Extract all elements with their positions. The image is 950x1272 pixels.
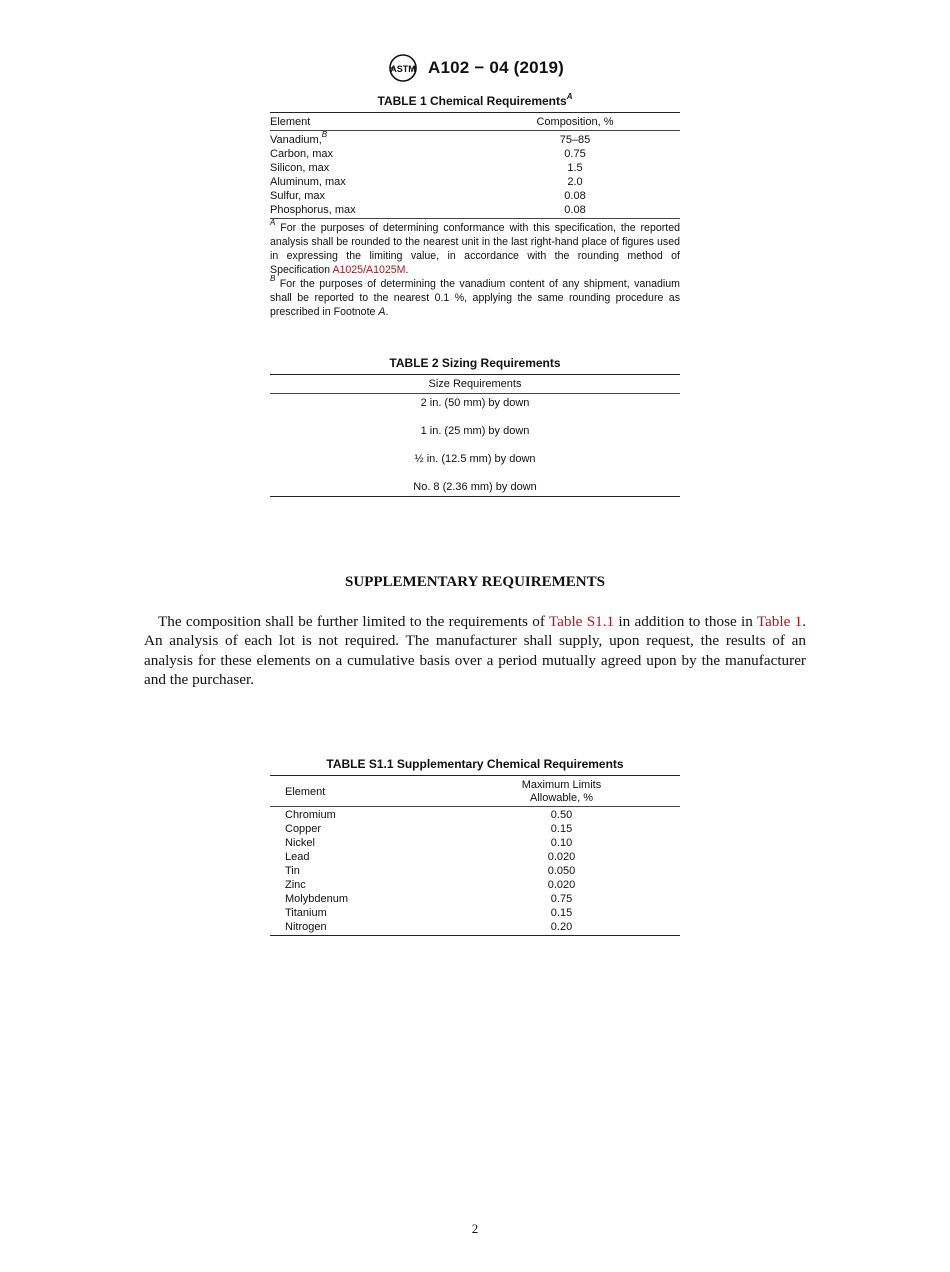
col-header-size: Size Requirements bbox=[428, 378, 522, 390]
table-1-chemical-requirements bbox=[270, 94, 680, 319]
footnote-ref: A bbox=[566, 92, 573, 101]
svg-text:ASTM: ASTM bbox=[390, 64, 416, 74]
col-header-composition: Composition, % bbox=[536, 116, 614, 128]
value-cell: 0.020 bbox=[547, 851, 576, 863]
element-cell: Lead bbox=[285, 851, 310, 863]
element-cell: Silicon, max bbox=[270, 162, 330, 174]
table-2-sizing-requirements bbox=[270, 356, 680, 497]
value-cell: 0.15 bbox=[550, 823, 573, 835]
document-title: A102 − 04 (2019) bbox=[428, 58, 564, 77]
element-cell: Sulfur, max bbox=[270, 190, 326, 202]
value-cell: 1.5 bbox=[567, 162, 583, 174]
table-row bbox=[270, 906, 680, 920]
table-caption bbox=[270, 94, 680, 108]
element-cell: Vanadium, bbox=[270, 134, 322, 146]
table-header-row bbox=[270, 776, 680, 806]
value-cell: 0.75 bbox=[564, 148, 586, 160]
table-row bbox=[270, 808, 680, 822]
element-cell: Titanium bbox=[285, 907, 327, 919]
table-row bbox=[270, 864, 680, 878]
table-body bbox=[270, 807, 680, 935]
table-row bbox=[270, 189, 680, 203]
value-cell: 75–85 bbox=[559, 134, 591, 146]
table-body bbox=[270, 131, 680, 218]
element-cell: Zinc bbox=[285, 879, 306, 891]
value-cell: 0.08 bbox=[564, 204, 586, 216]
value-cell: 0.50 bbox=[550, 809, 573, 821]
table-caption: TABLE 2 Sizing Requirements bbox=[389, 356, 561, 370]
table-row: 1 in. (25 mm) by down bbox=[420, 425, 530, 437]
value-cell: 0.15 bbox=[550, 907, 573, 919]
section-heading: SUPPLEMENTARY REQUIREMENTS bbox=[345, 574, 605, 590]
table-row bbox=[270, 892, 680, 906]
table-row bbox=[270, 147, 680, 161]
table-row bbox=[270, 203, 680, 217]
col-header-limits: Maximum Limits Allowable, % bbox=[521, 779, 602, 804]
value-cell: 2.0 bbox=[567, 176, 583, 188]
element-cell: Chromium bbox=[285, 809, 336, 821]
supplementary-paragraph: The composition shall be further limited to the requirements of Table S1.1 in addition to those in Table 1. An analysis of each lot is not required. The manufacturer shall supply, upon request, the results of an analysis for these elements on a cumulative basis over a period mutually agreed upon by the manufacturer and the purchaser. bbox=[144, 613, 807, 689]
table-row bbox=[270, 878, 680, 892]
footnote-ref: B bbox=[321, 130, 328, 140]
col-header-element: Element bbox=[270, 116, 311, 128]
table-row bbox=[270, 161, 680, 175]
element-cell: Molybdenum bbox=[285, 893, 348, 905]
table-row: 2 in. (50 mm) by down bbox=[420, 397, 530, 409]
value-cell: 0.20 bbox=[550, 921, 573, 933]
col-header-element: Element bbox=[285, 785, 326, 798]
element-cell: Aluminum, max bbox=[270, 176, 346, 188]
table-row bbox=[270, 130, 680, 147]
table-footnotes bbox=[270, 218, 681, 319]
element-cell: Phosphorus, max bbox=[270, 204, 356, 216]
value-cell: 0.75 bbox=[550, 893, 573, 905]
table-caption: TABLE S1.1 Supplementary Chemical Requirements bbox=[326, 757, 624, 771]
element-cell: Tin bbox=[285, 865, 300, 877]
table-row bbox=[270, 822, 680, 836]
table-row bbox=[270, 175, 680, 189]
table-row bbox=[270, 920, 680, 934]
table-row: ½ in. (12.5 mm) by down bbox=[414, 453, 536, 465]
page-number: 2 bbox=[471, 1221, 479, 1236]
table-caption-text: TABLE 1 Chemical Requirements bbox=[377, 94, 567, 108]
element-cell: Copper bbox=[285, 823, 322, 835]
link-table-s1-1[interactable]: Table S1.1 bbox=[548, 613, 615, 630]
element-cell: Nitrogen bbox=[285, 921, 327, 933]
document-header bbox=[0, 52, 950, 84]
table-row: No. 8 (2.36 mm) by down bbox=[413, 481, 537, 493]
value-cell: 0.020 bbox=[547, 879, 576, 891]
footnote-b: $^B$ For the purposes of determining the vanadium content of any shipment, vanadium shall be reported to the nearest 0.1 %, applying the same rounding procedure as prescribed in Footnote A. bbox=[270, 274, 681, 318]
value-cell: 0.10 bbox=[550, 837, 573, 849]
spec-link-a1025[interactable]: A1025/A1025M bbox=[332, 264, 406, 276]
table-s1-1-supplementary-chemical bbox=[270, 757, 680, 936]
link-table-1[interactable]: Table 1 bbox=[756, 613, 803, 630]
astm-logo-icon bbox=[386, 52, 420, 84]
table-row bbox=[270, 850, 680, 864]
value-cell: 0.08 bbox=[564, 190, 586, 202]
table-header-row bbox=[270, 113, 680, 130]
element-cell: Nickel bbox=[285, 837, 315, 849]
element-cell: Carbon, max bbox=[270, 148, 333, 160]
footnote-a: $^A$ For the purposes of determining conformance with this specification, the reported analysis shall be rounded to the nearest unit in the last right-hand place of figures used in expressing the limiting value, in accordance with the rounding method of Specification A1025/A1025M. bbox=[270, 218, 680, 276]
value-cell: 0.050 bbox=[547, 865, 576, 877]
table-row bbox=[270, 836, 680, 850]
